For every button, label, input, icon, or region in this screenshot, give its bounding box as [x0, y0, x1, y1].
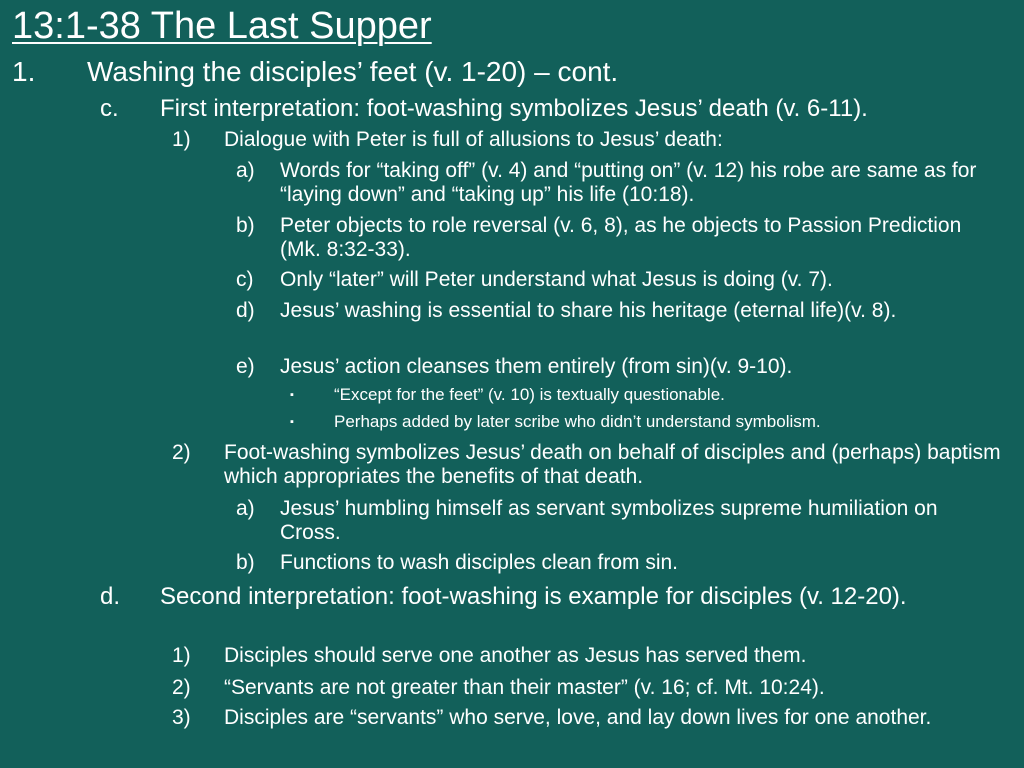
- item-text: Jesus’ washing is essential to share his heritage (eternal life)(v. 8).: [280, 299, 897, 322]
- item-text: First interpretation: foot-washing symbolizes Jesus’ death (v. 6-11).: [160, 95, 868, 122]
- item-marker: d.: [100, 583, 121, 610]
- item-marker: 3): [172, 706, 191, 729]
- item-marker: 2): [172, 676, 191, 699]
- outline-item-c-2-a: [236, 497, 1004, 545]
- outline-item-c-2: [172, 441, 1002, 489]
- outline-item-c-1: [172, 128, 1002, 152]
- item-marker: b): [236, 214, 255, 237]
- item-text: Disciples should serve one another as Jesus has served them.: [224, 644, 807, 667]
- square-bullet-icon: ▪: [290, 416, 294, 428]
- item-text: Words for “taking off” (v. 4) and “putting on” (v. 12) his robe are same as for “laying down” and “taking up” his life (10:18).: [280, 159, 977, 206]
- item-text: Functions to wash disciples clean from sin.: [280, 551, 679, 574]
- item-marker: b): [236, 551, 255, 574]
- item-marker: 1): [172, 644, 191, 667]
- item-marker: d): [236, 299, 255, 322]
- slide-title: 13:1-38 The Last Supper: [12, 5, 432, 47]
- item-text: Second interpretation: foot-washing is example for disciples (v. 12-20).: [160, 583, 907, 610]
- item-text: Foot-washing symbolizes Jesus’ death on behalf of disciples and (perhaps) baptism which appropriates the benefits of that death.: [224, 441, 1001, 488]
- outline-item-c-2-b: [236, 551, 1004, 575]
- outline-item-c: [100, 96, 1005, 122]
- item-text: Jesus’ humbling himself as servant symbolizes supreme humiliation on Cross.: [280, 497, 938, 544]
- item-text: “Servants are not greater than their master” (v. 16; cf. Mt. 10:24).: [224, 676, 825, 699]
- item-text: Perhaps added by later scribe who didn’t understand symbolism.: [334, 412, 821, 431]
- item-marker: e): [236, 355, 255, 378]
- outline-item-1: [12, 56, 1002, 88]
- item-marker: 2): [172, 441, 191, 464]
- item-text: Washing the disciples’ feet (v. 1-20) – cont.: [87, 56, 619, 87]
- outline-item-c-1-c: [236, 268, 1004, 292]
- item-marker: 1.: [12, 56, 36, 87]
- item-text: Dialogue with Peter is full of allusions to Jesus’ death:: [224, 128, 723, 151]
- outline-item-c-1-d: [236, 299, 1004, 323]
- outline-item-c-1-e-bullet-2: [290, 412, 1000, 432]
- outline-item-d-2: [172, 676, 1002, 700]
- item-text: Jesus’ action cleanses them entirely (from sin)(v. 9-10).: [280, 355, 793, 378]
- item-text: “Except for the feet” (v. 10) is textually questionable.: [334, 385, 725, 404]
- outline-item-c-1-e-bullet-1: [290, 385, 1000, 405]
- item-marker: c): [236, 268, 254, 291]
- item-marker: a): [236, 497, 255, 520]
- item-text: Only “later” will Peter understand what Jesus is doing (v. 7).: [280, 268, 833, 291]
- item-marker: c.: [100, 95, 119, 122]
- item-marker: a): [236, 159, 255, 182]
- outline-item-c-1-a: [236, 159, 1004, 207]
- outline-item-d-1: [172, 644, 1002, 668]
- outline-item-c-1-e: [236, 355, 1004, 379]
- item-text: Disciples are “servants” who serve, love, and lay down lives for one another.: [224, 706, 932, 729]
- outline-item-d-3: [172, 706, 1002, 730]
- outline-item-c-1-b: [236, 214, 1004, 262]
- square-bullet-icon: ▪: [290, 389, 294, 401]
- outline-item-d: [100, 584, 1005, 610]
- item-marker: 1): [172, 128, 191, 151]
- item-text: Peter objects to role reversal (v. 6, 8), as he objects to Passion Prediction (Mk. 8:32-33).: [280, 214, 962, 261]
